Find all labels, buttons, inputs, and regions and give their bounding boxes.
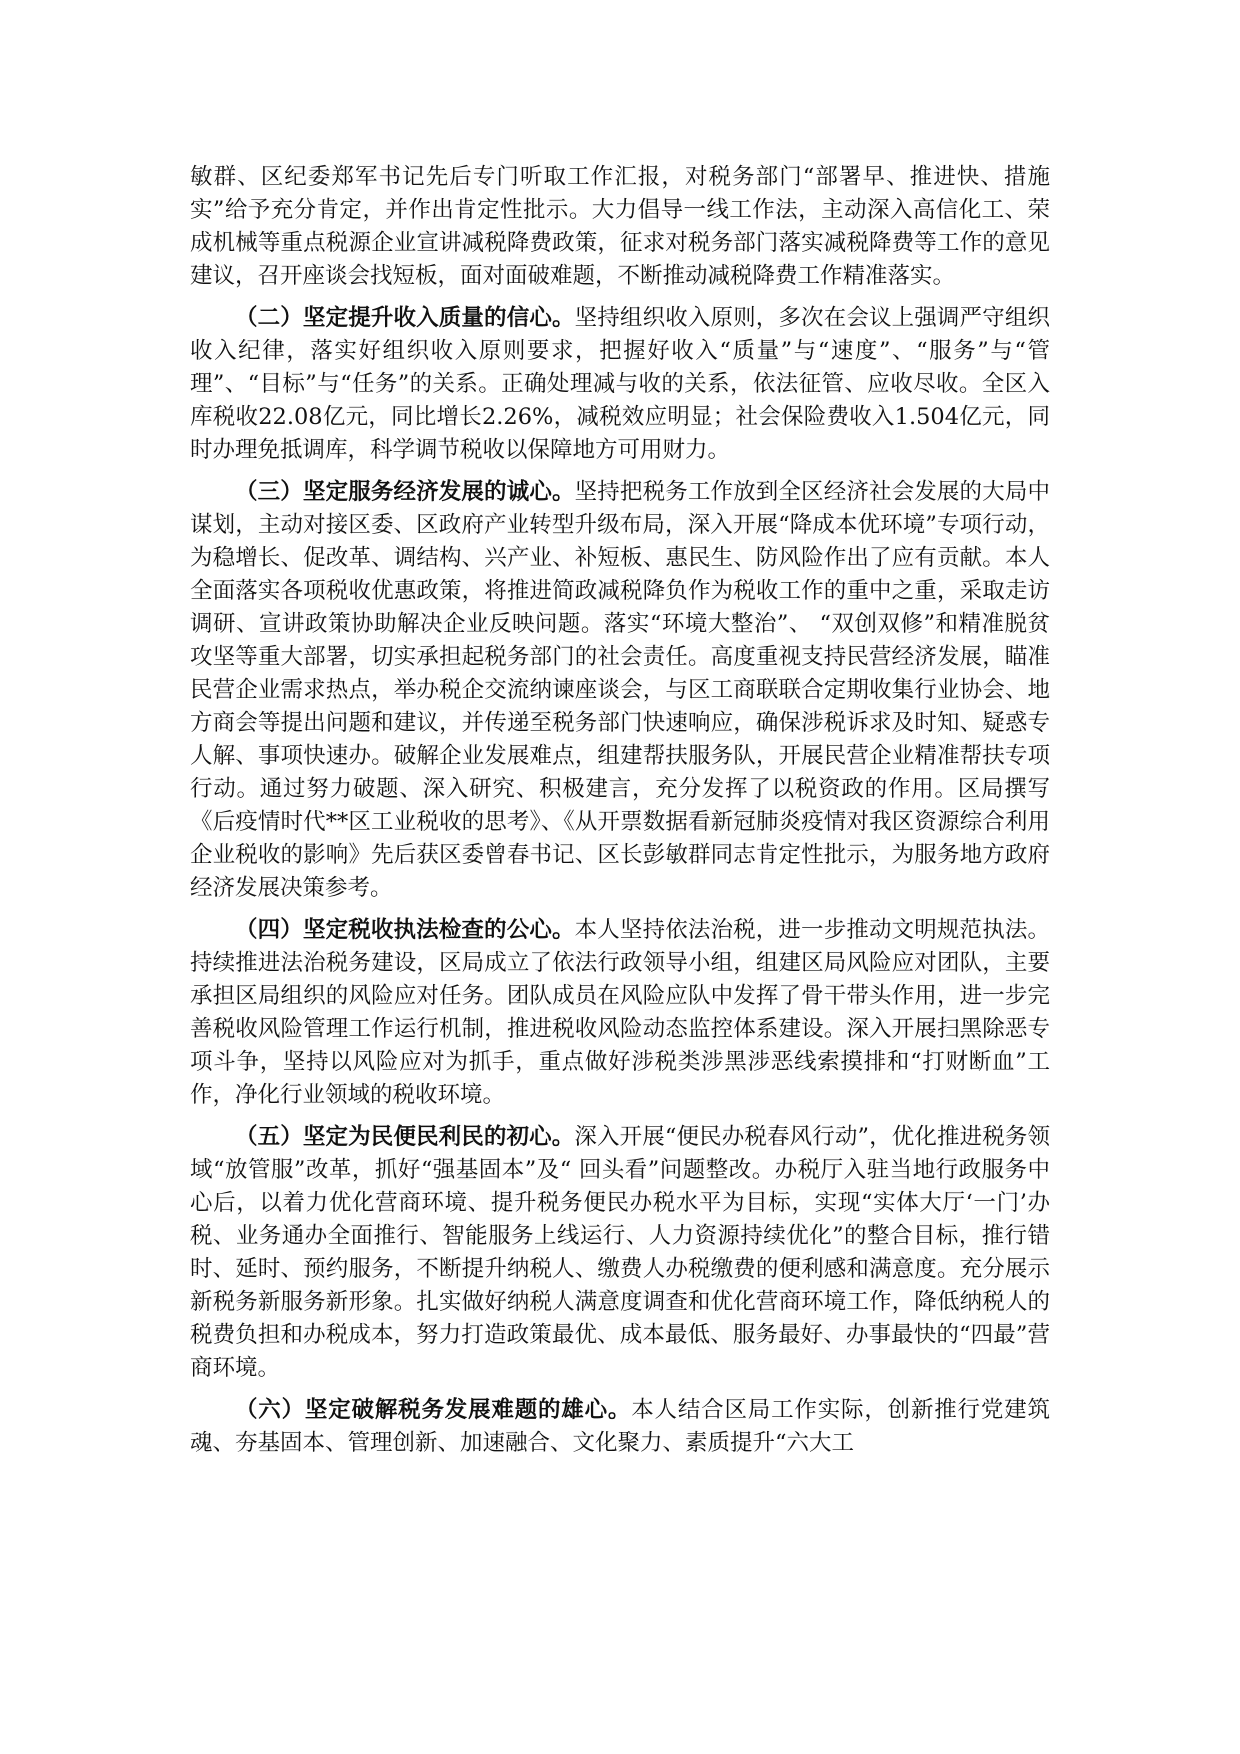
section-heading: （六）坚定破解税务发展难题的雄心。 — [235, 1397, 632, 1423]
paragraph-section-3 — [190, 476, 1050, 905]
section-heading: （四）坚定税收执法检查的公心。 — [235, 917, 575, 943]
paragraph-text: 本人结合区局工作实际，创新推行党建筑魂、夯基固本、管理创新、加速融合、文化聚力、素质提升“六大工 — [190, 1397, 1050, 1456]
paragraph-text: 敏群、区纪委郑军书记先后专门听取工作汇报，对税务部门“部署早、推进快、措施实”给予充分肯定，并作出肯定性批示。大力倡导一线工作法，主动深入高信化工、荣成机械等重点税源企业宣讲减税降费政策，征求对税务部门落实减税降费等工作的意见建议，召开座谈会找短板，面对面破难题，不断推动减税降费工作精准落实。 — [190, 164, 1050, 289]
paragraph-text: 坚持组织收入原则，多次在会议上强调严守组织收入纪律，落实好组织收入原则要求，把握好收入“质量”与“速度”、“服务”与“管理”、“目标”与“任务”的关系。正确处理减与收的关系，依法征管、应收尽收。全区入库税收22.08亿元，同比增长2.26%，减税效应明显；社会保险费收入1.504亿元，同时办理免抵调库，科学调节税收以保障地方可用财力。 — [190, 305, 1050, 463]
paragraph-continued — [190, 161, 1050, 293]
paragraph-section-2 — [190, 302, 1050, 467]
paragraph-section-6 — [190, 1394, 1050, 1460]
section-heading: （五）坚定为民便民利民的初心。 — [235, 1124, 575, 1150]
paragraph-section-4 — [190, 914, 1050, 1112]
document-body — [190, 161, 1050, 1469]
section-heading: （三）坚定服务经济发展的诚心。 — [235, 479, 575, 505]
section-heading: （二）坚定提升收入质量的信心。 — [235, 305, 575, 331]
paragraph-text: 深入开展“便民办税春风行动”，优化推进税务领域“放管服”改革，抓好“强基固本”及“ 回头看”问题整改。办税厅入驻当地行政服务中心后，以着力优化营商环境、提升税务便民办税水平为目标，实现“实体大厅‘一门’办税、业务通办全面推行、智能服务上线运行、人力资源持续优化”的整合目标，推行错时、延时、预约服务，不断提升纳税人、缴费人办税缴费的便利感和满意度。充分展示新税务新服务新形象。扎实做好纳税人满意度调查和优化营商环境工作，降低纳税人的税费负担和办税成本，努力打造政策最优、成本最低、服务最好、办事最快的“四最”营商环境。 — [190, 1124, 1050, 1381]
paragraph-text: 本人坚持依法治税，进一步推动文明规范执法。持续推进法治税务建设，区局成立了依法行政领导小组，组建区局风险应对团队，主要承担区局组织的风险应对任务。团队成员在风险应队中发挥了骨干带头作用，进一步完善税收风险管理工作运行机制，推进税收风险动态监控体系建设。深入开展扫黑除恶专项斗争，坚持以风险应对为抓手，重点做好涉税类涉黑涉恶线索摸排和“打财断血”工作，净化行业领域的税收环境。 — [190, 917, 1050, 1108]
paragraph-text: 坚持把税务工作放到全区经济社会发展的大局中谋划，主动对接区委、区政府产业转型升级布局，深入开展“降成本优环境”专项行动，为稳增长、促改革、调结构、兴产业、补短板、惠民生、防风险作出了应有贡献。本人全面落实各项税收优惠政策，将推进简政减税降负作为税收工作的重中之重，采取走访调研、宣讲政策协助解决企业反映问题。落实“环境大整治”、 “双创双修”和精准脱贫攻坚等重大部署，切实承担起税务部门的社会责任。高度重视支持民营经济发展，瞄准民营企业需求热点，举办税企交流纳谏座谈会，与区工商联联合定期收集行业协会、地方商会等提出问题和建议，并传递至税务部门快速响应，确保涉税诉求及时知、疑惑专人解、事项快速办。破解企业发展难点，组建帮扶服务队，开展民营企业精准帮扶专项行动。通过努力破题、深入研究、积极建言，充分发挥了以税资政的作用。区局撰写《后疫情时代**区工业税收的思考》、《从开票数据看新冠肺炎疫情对我区资源综合利用企业税收的影响》先后获区委曾春书记、区长彭敏群同志肯定性批示，为服务地方政府经济发展决策参考。 — [190, 479, 1050, 901]
paragraph-section-5 — [190, 1121, 1050, 1385]
